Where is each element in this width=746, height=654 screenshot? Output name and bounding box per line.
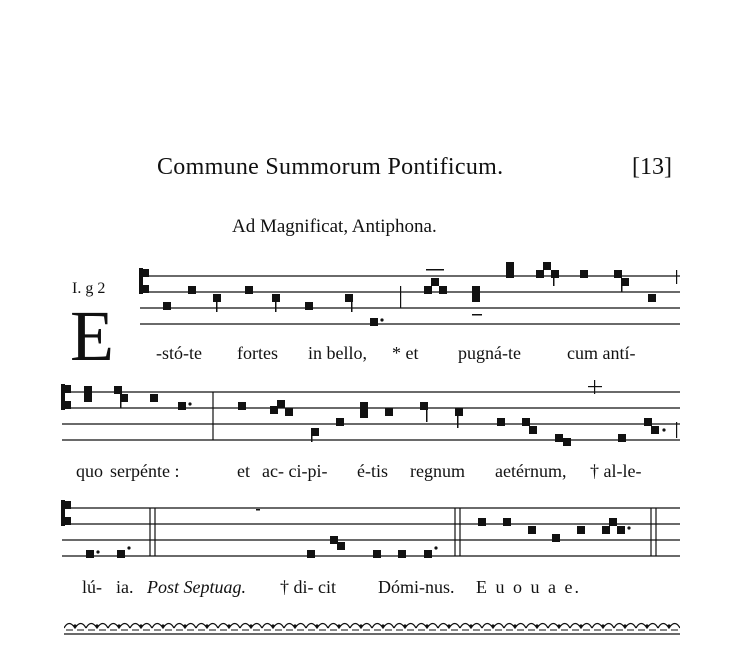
lyric-syllable: fortes <box>237 343 278 363</box>
lyric-syllable: in bello, <box>308 343 367 363</box>
lyric-syllable: † di- cit <box>280 577 336 597</box>
running-title: Commune Summorum Pontificum. <box>157 154 504 180</box>
neumes-2 <box>84 380 677 446</box>
lyric-syllable: quo <box>76 461 103 481</box>
antiphon-heading: Ad Magnificat, Antiphona. <box>232 216 437 237</box>
lyric-syllable: cum antí- <box>567 343 636 363</box>
lyric-syllable: lú- <box>82 577 102 597</box>
neumes-3 <box>86 509 631 558</box>
lyric-syllable: -stó-te <box>156 343 202 363</box>
lyric-syllable: é-tis <box>357 461 388 481</box>
initial-letter: E <box>70 296 114 376</box>
do-clef-icon <box>61 500 71 526</box>
lyric-syllable: regnum <box>410 461 465 481</box>
do-clef-icon <box>61 384 71 410</box>
neumes-1 <box>163 262 677 326</box>
lyric-syllable: † al-le- <box>590 461 642 481</box>
staff-system-1 <box>0 258 746 338</box>
lyric-syllable: pugná-te <box>458 343 521 363</box>
do-clef-icon <box>139 268 149 294</box>
staff-system-3 <box>0 494 746 574</box>
lyric-syllable: et <box>237 461 250 481</box>
lyric-syllable: E u o u a e. <box>476 577 581 597</box>
mode-label: I. g 2 <box>72 280 106 297</box>
lyric-syllable: Post Septuag. <box>147 577 246 597</box>
lyric-syllable: * et <box>392 343 419 363</box>
lyric-syllable: Dómi-nus. <box>378 577 455 597</box>
staff-system-2 <box>0 376 746 456</box>
lyric-syllable: serpénte : <box>110 461 180 481</box>
ornament-border <box>64 616 680 636</box>
page-number: [13] <box>632 154 672 180</box>
lyric-syllable: ac- ci-pi- <box>262 461 328 481</box>
lyric-syllable: aetérnum, <box>495 461 567 481</box>
lyric-syllable: ia. <box>116 577 134 597</box>
